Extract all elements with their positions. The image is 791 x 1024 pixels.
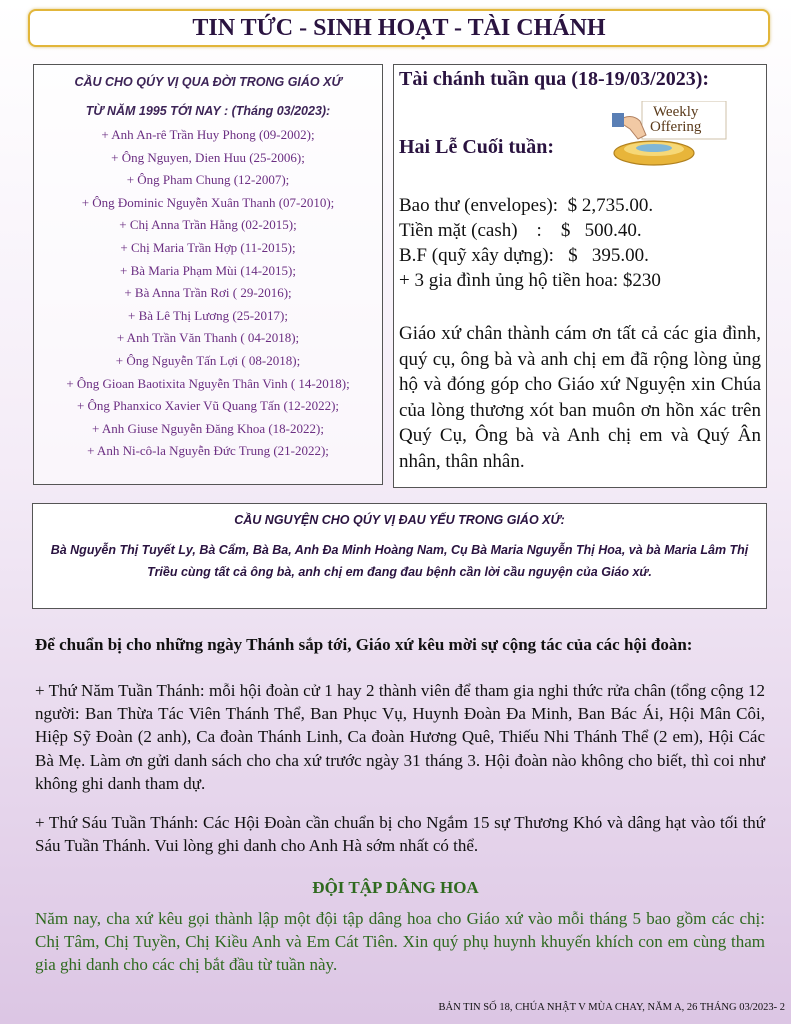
finance-line-building-fund: B.F (quỹ xây dựng): $ 395.00. [399, 245, 649, 266]
flower-team-text: Năm nay, cha xứ kêu gọi thành lập một đội tập dâng hoa cho Giáo xứ vào mỗi tháng 5 bao gồm các chị: Chị Tâm, Chị Tuyền, Chị Kiều Anh và Em Cát Tiên. Xin quý phụ huynh khuyến khích con em cùng tham gia ghi danh cho các chị bắt đầu từ tuần này. [35, 909, 765, 975]
sick-prayer-box [32, 503, 767, 609]
offering-caption-line1: Weekly [652, 104, 699, 120]
offering-caption-line2: Offering [650, 119, 702, 135]
good-friday-text: + Thứ Sáu Tuần Thánh: Các Hội Đoàn cần chuẩn bị cho Ngắm 15 sự Thương Khó và dâng hạt vào tối thứ Sáu Tuần Thánh. Vui lòng ghi danh cho Anh Hà sớm nhất có thể. [35, 813, 765, 856]
deceased-name-item: + Ông Nguyễn Tấn Lợi ( 08-2018); [115, 352, 301, 368]
deceased-name-item: + Anh Ni-cô-la Nguyễn Đức Trung (21-2022); [87, 443, 329, 459]
page-title: TIN TỨC - SINH HOẠT - TÀI CHÁNH [28, 9, 770, 47]
flower-team-title: ĐỘI TẬP DÂNG HOA [312, 878, 479, 897]
deceased-name-item: + Ông Pham Chung (12-2007); [126, 172, 290, 188]
deceased-name-item: + Ông Gioan Baotixita Nguyễn Thân Vinh ( 14-2018); [66, 375, 350, 391]
finance-box [393, 64, 767, 488]
bulletin-footer: BẢN TIN SỐ 18, CHÚA NHẬT V MÙA CHAY, NĂM A, 26 THÁNG 03/2023- 2 [438, 1002, 785, 1013]
holy-week-intro: Để chuẩn bị cho những ngày Thánh sắp tới, Giáo xứ kêu mời sự cộng tác của các hội đoàn: [35, 635, 693, 654]
deceased-heading: CẦU CHO QÚY VỊ QUA ĐỜI TRONG GIÁO XỨ [74, 75, 342, 89]
deceased-name-item: + Bà Lê Thị Lương (25-2017); [127, 307, 288, 323]
offering-caption [650, 105, 701, 135]
finance-subtitle: Hai Lễ Cuối tuần: [399, 136, 555, 158]
deceased-name-item: + Ông Đominic Nguyễn Xuân Thanh (07-2010); [81, 194, 335, 210]
finance-line-flowers: + 3 gia đình ủng hộ tiền hoa: $230 [399, 270, 661, 291]
holy-thursday-text: + Thứ Năm Tuần Thánh: mỗi hội đoàn cử 1 hay 2 thành viên để tham gia nghi thức rửa chân (tổng cộng 12 người: Ban Thừa Tác Viên Thánh Thể, Ban Phục Vụ, Huynh Đoàn Đa Minh, Ban Bác Ái, Hội Mân Côi, Hiệp Sỹ Đoàn (2 anh), Ca đoàn Thánh Linh, Ca đoàn Hương Quê, Thiếu Nhi Thánh Thể (2 em), Hội Các Bà Mẹ. Làm ơn gửi danh sách cho cha xứ trước ngày 31 tháng 3. Hội đoàn nào không cho biết, thì coi như không ghi danh tham dự. [35, 681, 765, 793]
deceased-name-item: + Ông Phanxico Xavier Vũ Quang Tấn (12-2022); [76, 398, 340, 414]
deceased-name-item: + Anh An-rê Trần Huy Phong (09-2002); [101, 127, 315, 142]
deceased-name-item: + Ông Nguyen, Dien Huu (25-2006); [111, 149, 305, 165]
deceased-list [34, 124, 382, 463]
finance-line-envelopes: Bao thư (envelopes): $ 2,735.00. [399, 195, 654, 216]
deceased-box [33, 64, 383, 485]
deceased-name-item: + Bà Maria Phạm Mùi (14-2015); [120, 262, 296, 278]
deceased-name-item: + Bà Anna Trần Rơi ( 29-2016); [124, 285, 292, 301]
sick-prayer-text: Bà Nguyễn Thị Tuyết Ly, Bà Cẩm, Bà Ba, Anh Đa Minh Hoàng Nam, Cụ Bà Maria Nguyễn Thị Hoa, và bà Maria Lâm Thị Triều cùng tất cả ông bà, anh chị em đang đau bệnh cần lời cầu nguyện của Giáo xứ. [50, 543, 749, 579]
deceased-name-item: + Chị Maria Trần Hợp (11-2015); [120, 239, 296, 255]
finance-lines [399, 193, 661, 293]
deceased-subheading: TỪ NĂM 1995 TỚI NAY : (Tháng 03/2023): [85, 104, 331, 118]
weekly-offering-image [612, 101, 728, 171]
finance-line-cash: Tiền mặt (cash) : $ 500.40. [399, 220, 642, 241]
sick-prayer-title: CẦU NGUYỆN CHO QÚY VỊ ĐAU YẾU TRONG GIÁO XỨ: [234, 513, 565, 527]
deceased-name-item: + Anh Trần Văn Thanh ( 04-2018); [116, 330, 300, 346]
deceased-name-item: + Chị Anna Trần Hằng (02-2015); [119, 217, 297, 233]
deceased-name-item: + Anh Giuse Nguyễn Đăng Khoa (18-2022); [92, 420, 324, 436]
finance-thanks: Giáo xứ chân thành cám ơn tất cả các gia đình, quý cụ, ông bà và anh chị em đã rộng lòng ủng hộ và đóng góp cho Giáo xứ Nguyện xin Chúa của lòng thương xót ban muôn ơn hồn xác trên Quý Cụ, Ông bà và Anh chị em và Quý Ân nhân, thân nhân. [399, 323, 761, 472]
finance-title: Tài chánh tuần qua (18-19/03/2023): [399, 68, 710, 90]
